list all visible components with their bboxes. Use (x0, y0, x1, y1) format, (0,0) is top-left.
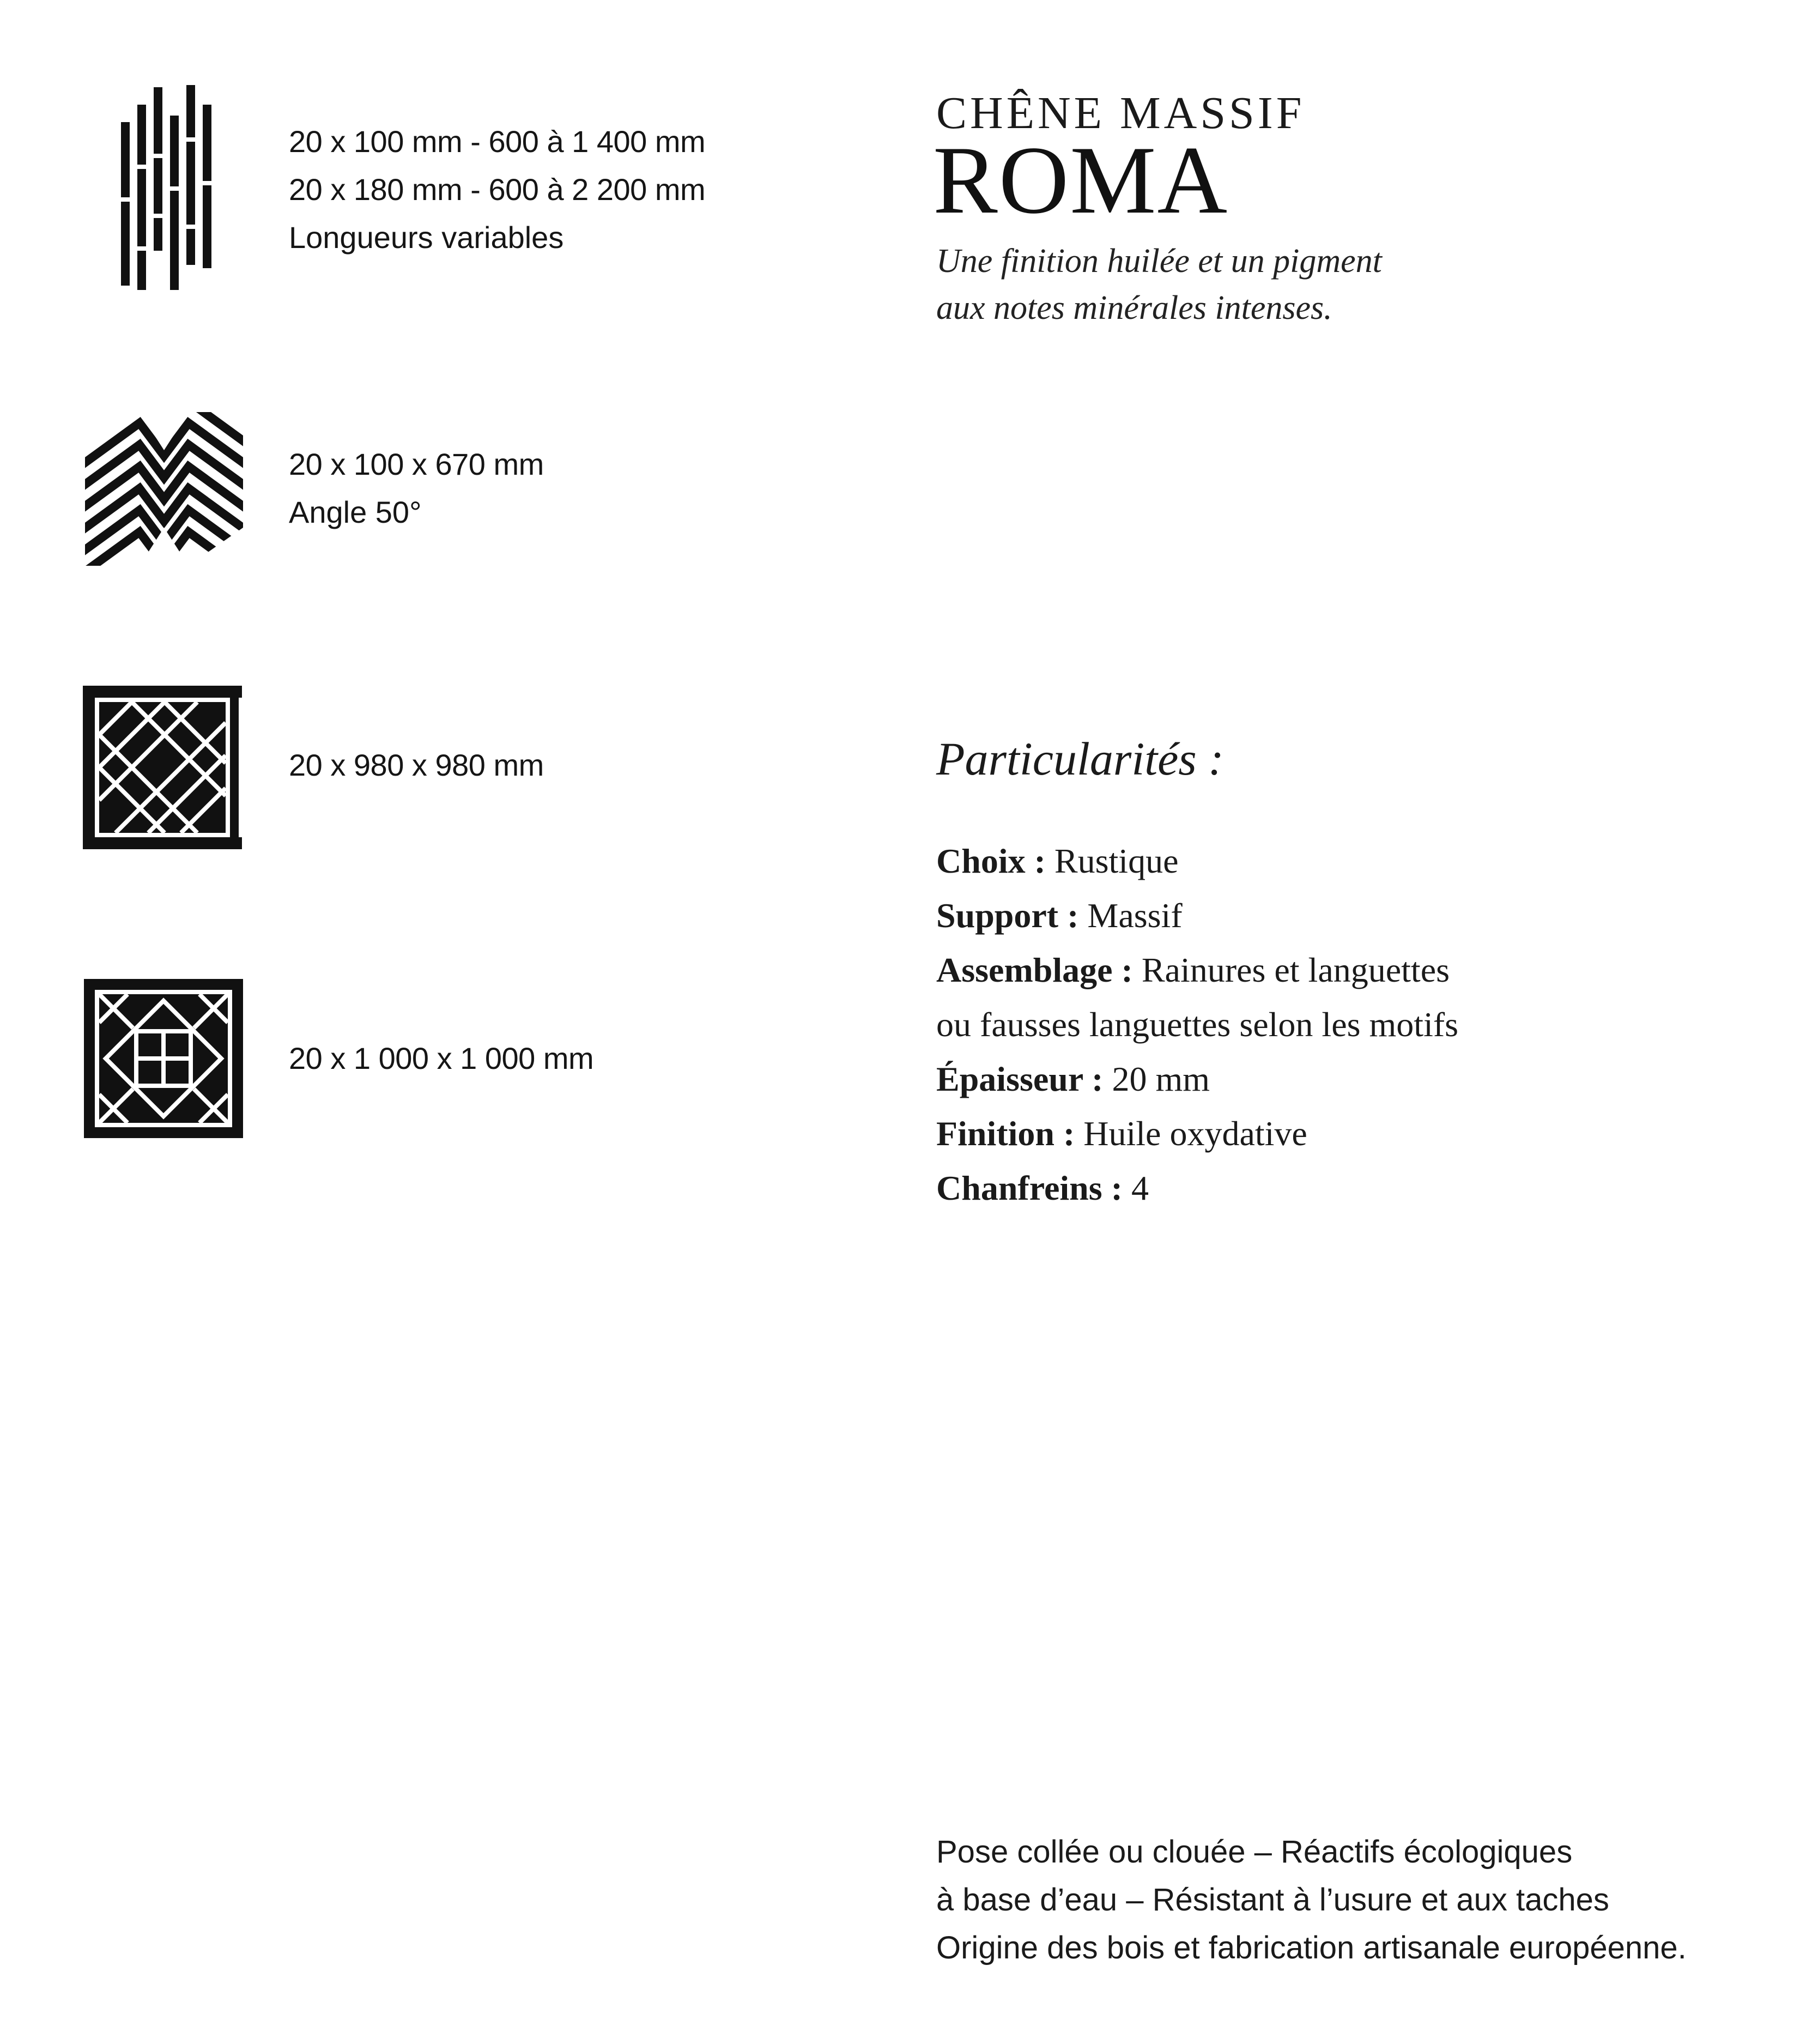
feature-label: Choix : (936, 842, 1046, 880)
feature-label: Support : (936, 896, 1079, 935)
format-line: 20 x 100 x 670 mm (289, 447, 544, 481)
footer-line: à base d’eau – Résistant à l’usure et aux taches (936, 1882, 1609, 1918)
features-list (936, 834, 1458, 1215)
feature-row-chanfreins (936, 1161, 1458, 1215)
feature-value: 20 mm (1112, 1060, 1210, 1098)
diamond-panel-icon (84, 979, 243, 1138)
format-line: 20 x 980 x 980 mm (289, 748, 544, 782)
product-overline: CHÊNE MASSIF (936, 88, 1305, 138)
format-line: 20 x 1 000 x 1 000 mm (289, 1041, 594, 1075)
feature-row-epaisseur (936, 1052, 1458, 1106)
product-title: ROMA (933, 126, 1229, 234)
feature-label: Finition : (936, 1114, 1075, 1153)
feature-label: Assemblage : (936, 951, 1133, 989)
format-line: Longueurs variables (289, 220, 564, 255)
feature-value: ou fausses languettes selon les motifs (936, 1005, 1459, 1044)
woven-panel-icon (83, 686, 242, 849)
feature-row-choix (936, 834, 1458, 888)
footer-line: Origine des bois et fabrication artisanale européenne. (936, 1930, 1687, 1966)
tagline-line: aux notes minérales intenses. (936, 289, 1332, 326)
planks-variable-length-icon (117, 83, 220, 295)
format-spec-planks (289, 118, 705, 262)
product-tagline (936, 238, 1382, 331)
format-line: Angle 50° (289, 495, 422, 529)
format-spec-diamond-panel (289, 1035, 593, 1083)
feature-value: Massif (1087, 896, 1183, 935)
tagline-line: Une finition huilée et un pigment (936, 243, 1382, 280)
feature-value: 4 (1131, 1169, 1149, 1207)
feature-label: Épaisseur : (936, 1060, 1104, 1098)
footer-line: Pose collée ou clouée – Réactifs écologiques (936, 1834, 1573, 1870)
feature-row-finition (936, 1106, 1458, 1161)
format-spec-woven-panel (289, 741, 544, 789)
format-spec-chevron (289, 440, 544, 536)
chevron-pattern-icon (85, 412, 243, 566)
feature-value: Rustique (1054, 842, 1179, 880)
feature-row-assemblage-continued (936, 997, 1458, 1052)
section-title-particularites: Particularités : (936, 733, 1224, 785)
format-line: 20 x 100 mm - 600 à 1 400 mm (289, 124, 706, 159)
feature-label: Chanfreins : (936, 1169, 1123, 1207)
footer-notes (936, 1828, 1687, 1972)
feature-value: Huile oxydative (1083, 1114, 1307, 1153)
format-line: 20 x 180 mm - 600 à 2 200 mm (289, 172, 706, 207)
feature-row-support (936, 888, 1458, 943)
feature-value: Rainures et languettes (1141, 951, 1450, 989)
feature-row-assemblage (936, 943, 1458, 997)
